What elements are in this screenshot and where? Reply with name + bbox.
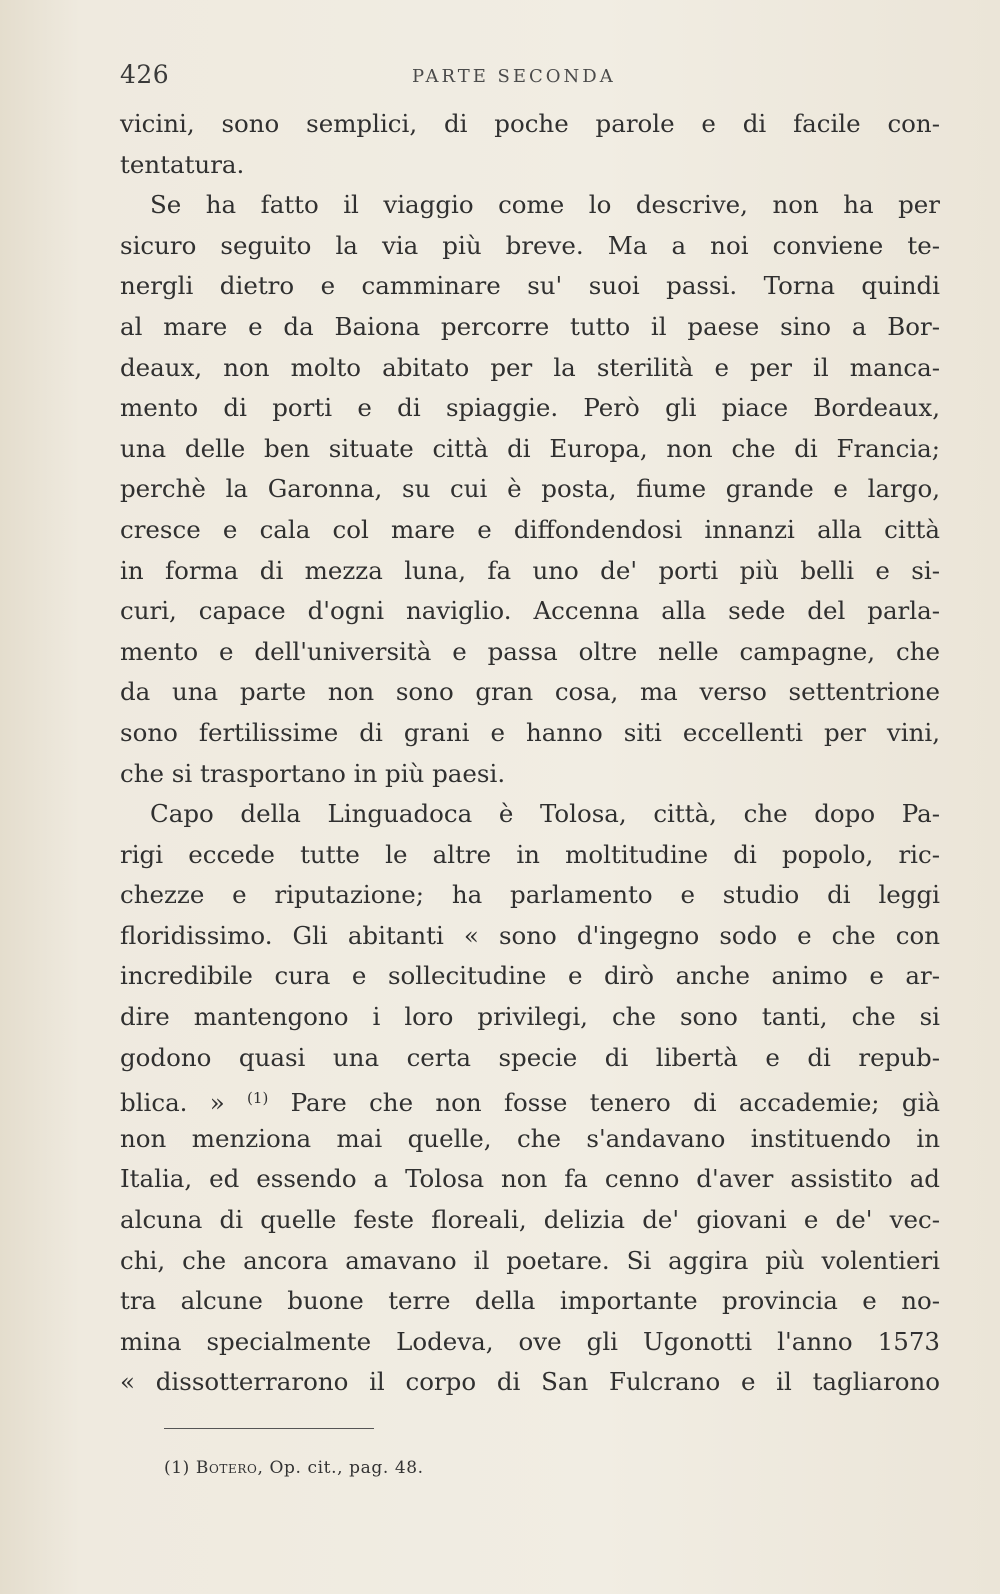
- text-line: Italia, ed essendo a Tolosa non fa cenno d'aver assistito ad: [120, 1164, 940, 1194]
- text-line: chezze e riputazione; ha parlamento e studio di leggi: [120, 880, 940, 910]
- footnote-citation: Op. cit., pag. 48.: [269, 1458, 424, 1478]
- text-line: godono quasi una certa specie di libertà e di repub-: [120, 1042, 940, 1072]
- text-line: « dissotterrarono il corpo di San Fulcrano e il tagliarono: [120, 1367, 940, 1397]
- text-line: chi, che ancora amavano il poetare. Si aggira più volentieri: [120, 1245, 940, 1275]
- text-line: curi, capace d'ogni naviglio. Accenna alla sede del parla-: [120, 596, 940, 626]
- footnote-author: Botero,: [195, 1458, 264, 1478]
- text-line: alcuna di quelle feste floreali, delizia de' giovani e de' vec-: [120, 1205, 940, 1235]
- text-line: in forma di mezza luna, fa uno de' porti più belli e si-: [120, 555, 940, 585]
- text-line: non menziona mai quelle, che s'andavano instituendo in: [120, 1123, 940, 1153]
- text-line: sono fertilissime di grani e hanno siti eccellenti per vini,: [120, 717, 940, 747]
- text-line: da una parte non sono gran cosa, ma verso settentrione: [120, 677, 940, 707]
- text-line: rigi eccede tutte le altre in moltitudine di popolo, ric-: [120, 839, 940, 869]
- running-title: PARTE SECONDA: [412, 66, 616, 87]
- page-number: 426: [120, 60, 170, 89]
- text-line: che si trasportano in più paesi.: [120, 758, 506, 788]
- footnote: [164, 1458, 424, 1478]
- text-line: [120, 1078, 940, 1119]
- text-line: tra alcune buone terre della importante provincia e no-: [120, 1286, 940, 1316]
- text-fragment: blica. »: [120, 1088, 225, 1118]
- text-line: al mare e da Baiona percorre tutto il paese sino a Bor-: [120, 311, 940, 341]
- text-fragment: Pare che non fosse tenero di accademie; già: [290, 1088, 940, 1118]
- text-line: Capo della Linguadoca è Tolosa, città, che dopo Pa-: [150, 799, 940, 829]
- text-line: floridissimo. Gli abitanti « sono d'ingegno sodo e che con: [120, 920, 940, 950]
- footnote-reference: (1): [247, 1089, 269, 1108]
- footnote-marker: (1): [164, 1458, 190, 1478]
- text-line: vicini, sono semplici, di poche parole e di facile con-: [120, 109, 940, 138]
- text-line: tentatura.: [120, 149, 245, 179]
- text-line: dire mantengono i loro privilegi, che sono tanti, che si: [120, 1002, 940, 1032]
- body-text: [120, 104, 940, 1403]
- text-line: nergli dietro e camminare su' suoi passi. Torna quindi: [120, 271, 940, 301]
- text-line: deaux, non molto abitato per la sterilità e per il manca-: [120, 352, 940, 382]
- text-line: cresce e cala col mare e diffondendosi innanzi alla città: [120, 514, 940, 544]
- running-head: [120, 60, 940, 92]
- text-line: Se ha fatto il viaggio come lo descrive, non ha per: [150, 190, 940, 220]
- text-line: perchè la Garonna, su cui è posta, fiume grande e largo,: [120, 474, 940, 504]
- text-line: una delle ben situate città di Europa, non che di Francia;: [120, 433, 940, 463]
- footnote-divider: [164, 1428, 374, 1429]
- text-line: incredibile cura e sollecitudine e dirò anche animo e ar-: [120, 961, 940, 991]
- text-line: mento e dell'università e passa oltre nelle campagne, che: [120, 636, 940, 666]
- text-line: mina specialmente Lodeva, ove gli Ugonotti l'anno 1573: [120, 1326, 940, 1356]
- text-line: mento di porti e di spiaggie. Però gli piace Bordeaux,: [120, 393, 940, 423]
- text-line: sicuro seguito la via più breve. Ma a noi conviene te-: [120, 230, 940, 260]
